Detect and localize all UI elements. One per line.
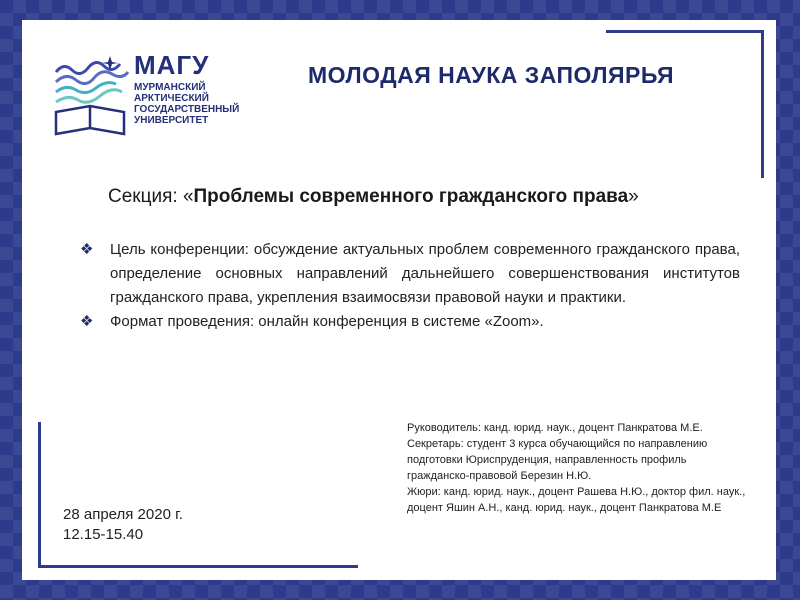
info-jury: Жюри: канд. юрид. наук., доцент Рашева Н.Ю., доктор фил. наук., доцент Яшин А.Н., канд. юрид. наук., доцент Панкратова М.Е xyxy=(407,486,746,514)
frame-line-top-right xyxy=(606,30,764,33)
bullet-format-text: Формат проведения: онлайн конференция в системе «Zoom». xyxy=(110,313,544,330)
section-prefix: Секция: « xyxy=(108,186,194,207)
section-suffix: » xyxy=(628,186,639,207)
frame-line-right xyxy=(761,30,764,178)
section-heading xyxy=(108,186,639,208)
info-head: Руководитель: канд. юрид. наук., доцент Панкратова М.Е. xyxy=(407,422,703,434)
logo-name: МАГУ xyxy=(134,50,210,80)
event-date: 28 апреля 2020 г. 12.15-15.40 xyxy=(63,506,183,543)
conference-title: МОЛОДАЯ НАУКА ЗАПОЛЯРЬЯ xyxy=(308,62,675,88)
bullet-format xyxy=(80,310,740,334)
section-name: Проблемы современного гражданского права xyxy=(193,186,629,207)
frame-line-bottom-left xyxy=(38,565,358,568)
diamond-bullet-icon: ❖ xyxy=(80,313,94,330)
bullet-goal xyxy=(80,238,740,310)
bullet-list xyxy=(80,238,740,334)
logo-subtitle: МУРМАНСКИЙ АРКТИЧЕСКИЙ ГОСУДАРСТВЕННЫЙ УНИВЕРСИТЕТ xyxy=(134,82,240,126)
frame-line-left xyxy=(38,422,41,568)
bullet-goal-text: Цель конференции: обсуждение актуальных проблем современного гражданского права, определение основных направлений дальнейшего совершенствования институтов гражданского права, укрепления взаимосвязи правовой науки и практики. xyxy=(110,241,740,306)
info-secretary: Секретарь: студент 3 курса обучающийся по направлению подготовки Юриспруденция, направленность профиль гражданско-правовой Березин Н.Ю. xyxy=(407,438,708,482)
organizers-info xyxy=(407,420,747,516)
diamond-bullet-icon: ❖ xyxy=(80,241,94,258)
